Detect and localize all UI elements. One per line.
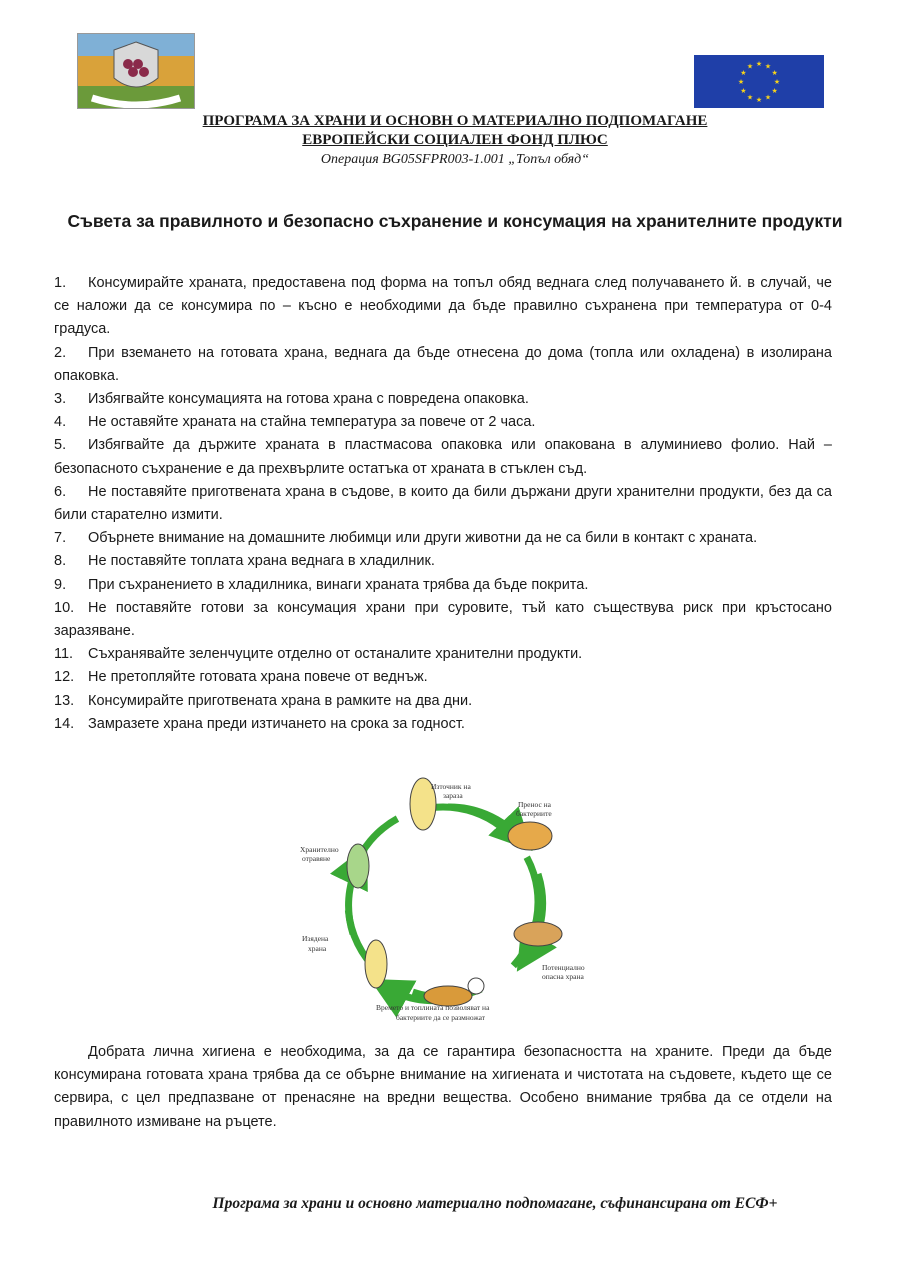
label-poison: отравяне (302, 854, 331, 863)
label-transfer: бактериите (516, 809, 552, 818)
label-danger: опасна храна (542, 972, 584, 981)
star-icon: ★ (764, 93, 772, 102)
list-item: 9. При съхранението в хладилника, винаги храната трябва да бъде покрита. (54, 576, 589, 593)
label-source: зараза (443, 791, 463, 800)
germ-character (365, 940, 387, 988)
contamination-cycle-diagram (298, 774, 590, 1029)
list-item: 13. Консумирайте приготвената храна в рамките на два дни. (54, 692, 473, 709)
star-icon: ★ (773, 78, 781, 86)
list-item: 10. Не поставяйте готови за консумация храни при суровите, тъй като съществува риск при кръстосано заразяване. (54, 599, 832, 640)
label-eaten: храна (308, 944, 327, 953)
star-icon: ★ (746, 93, 754, 102)
list-item: 7. Обърнете внимание на домашните любимци или други животни да не са били в контакт с храната. (54, 530, 758, 547)
label-transfer: Пренос на (518, 800, 551, 809)
label-poison: Хранително (300, 845, 339, 854)
star-icon: ★ (740, 87, 747, 95)
star-icon: ★ (746, 62, 754, 71)
program-title: ПРОГРАМА ЗА ХРАНИ И ОСНОВН О МАТЕРИАЛНО ПОДПОМАГАНЕ (202, 113, 708, 129)
operation-code: Операция BG05SFPR003-1.001 „Топъл обяд“ (320, 152, 590, 167)
star-icon: ★ (737, 78, 745, 86)
label-time: бактериите да се размножат (396, 1013, 486, 1022)
cake-icon (514, 922, 562, 946)
clock-icon (468, 978, 484, 994)
document-title: Съвета за правилното и безопасно съхранение и консумация на хранителните продукти (67, 211, 843, 231)
star-icon: ★ (755, 96, 763, 104)
list-item: 8. Не поставяйте топлата храна веднага в хладилник. (54, 553, 435, 570)
eu-flag-logo (694, 55, 824, 108)
hygiene-paragraph: Добрата лична хигиена е необходима, за да се гарантира безопасността на храните. Преди да бъде консумирана готовата храна трябва да се обърне внимание на хигиената и чистотата на съдовете, където ще се сервира, с цел предпазване от пренасяне на вредни вещества. Особено внимание трябва да се отдели на правилното измиване на ръцете. (54, 1044, 832, 1130)
list-item: 1. Консумирайте храната, предоставена под форма на топъл обяд веднага след получаването й. в случай, че се наложи да се консумира по – късно е необходими да бъде правилно съхранена при температура от 0-4 градуса. (54, 275, 832, 338)
label-source: Източник на (431, 782, 471, 791)
star-icon: ★ (764, 62, 772, 71)
star-icon: ★ (755, 60, 763, 68)
program-header (0, 112, 900, 170)
list-item: 2. При вземането на готовата храна, веднага да бъде отнесена до дома (топла или охладена) в изолирана опаковка. (54, 344, 832, 384)
list-item: 3. Избягвайте консумацията на готова храна с повредена опаковка. (54, 391, 529, 408)
municipality-logo (77, 33, 195, 109)
bread-icon (508, 822, 552, 850)
list-item: 6. Не поставяйте приготвената храна в съдове, в които да били държани други хранителни продукти, без да са били старателно измити. (54, 483, 832, 524)
list-item: 14. Замразете храна преди изтичането на срока за годност. (54, 715, 465, 732)
star-icon: ★ (771, 87, 778, 95)
label-danger: Потенциално (542, 963, 585, 972)
sick-character (347, 844, 369, 888)
list-item: 11. Съхранявайте зеленчуците отделно от останалите хранителни продукти. (54, 646, 583, 663)
list-item: 4. Не оставяйте храната на стайна температура за повече от 2 часа. (54, 414, 536, 431)
fund-title: ЕВРОПЕЙСКИ СОЦИАЛЕН ФОНД ПЛЮС (302, 132, 608, 148)
footer-note: Програма за храни и основно материално подпомагане, съфинансирана от ЕСФ+ (212, 1195, 778, 1212)
label-eaten: Изядена (302, 934, 329, 943)
list-item: 12. Не претопляйте готовата храна повече от веднъж. (54, 669, 428, 686)
star-icon: ★ (771, 69, 778, 77)
list-item: 5. Избягвайте да държите храната в пластмасова опаковка или опакована в алуминиево фолио. Най – безопасното съхранение е да прехвърлите остатъка от храната в стъклен съд. (54, 437, 832, 477)
rules-list (54, 272, 832, 736)
label-time: Времето и топлината позволяват на (376, 1003, 490, 1012)
star-icon: ★ (740, 69, 747, 77)
